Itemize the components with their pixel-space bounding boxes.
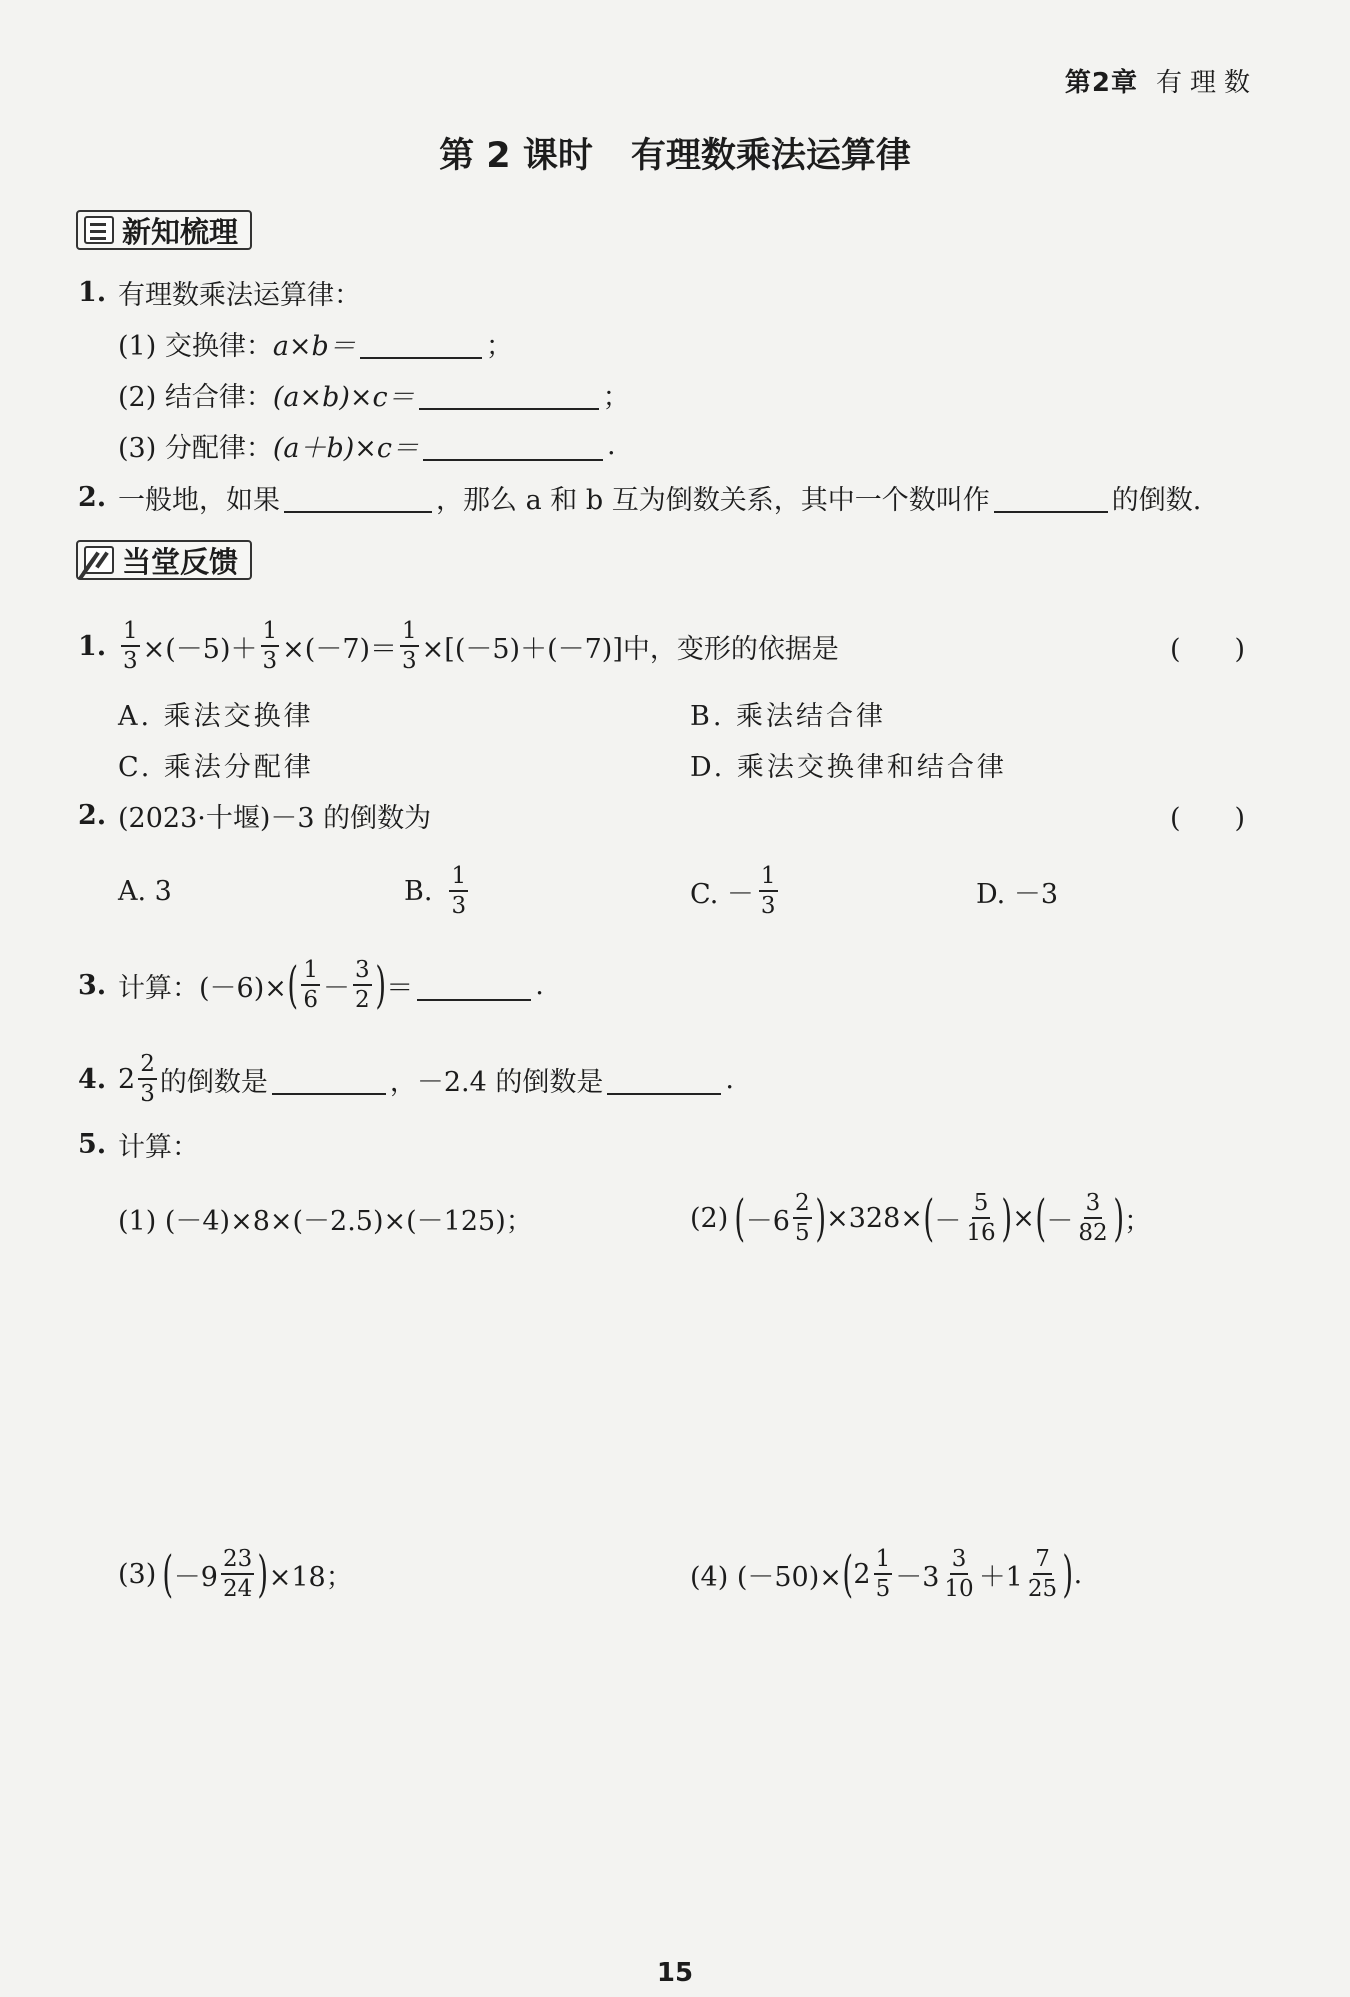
question-text: ，那么 a 和 b 互为倒数关系，其中一个数叫作 [436, 484, 990, 516]
question-row [0, 614, 1350, 678]
sub-item-end: . [607, 429, 616, 461]
section-header-new-knowledge [76, 210, 252, 250]
answer-blank[interactable] [423, 429, 603, 461]
section-header-feedback [76, 540, 252, 580]
sub-item-associative [0, 370, 1350, 418]
fraction: $\frac{1}{6}$ [303, 956, 319, 1013]
fraction: $\frac{1}{3}$ [402, 617, 417, 674]
calc-row [0, 1536, 1350, 1612]
sub-item-expr: a×b＝ [272, 330, 356, 362]
answer-blank[interactable] [994, 481, 1108, 513]
expr-text: . [535, 969, 544, 1001]
question-number: 1. [78, 630, 107, 662]
lesson-topic: 有理数乘法运算律 [630, 136, 911, 176]
sub-item-label: (2) 结合律： [118, 381, 273, 413]
answer-blank[interactable] [607, 1063, 721, 1095]
sub-item-end: ； [602, 381, 630, 413]
answer-bracket[interactable]: ( ) [1170, 802, 1246, 834]
sub-item-label: (1) 交换律： [118, 330, 273, 362]
option-a[interactable]: A. 乘法交换律 [118, 700, 314, 732]
question-number: 2. [78, 799, 107, 831]
answer-blank[interactable] [360, 327, 482, 359]
question-row [0, 1120, 1350, 1168]
section-label: 当堂反馈 [122, 544, 239, 579]
expr-text: ×(－7)＝ [282, 633, 398, 665]
expr-text: ＝ [386, 972, 414, 1004]
question-text: 有理数乘法运算律： [118, 279, 361, 311]
fraction: $\frac{3}{2}$ [355, 956, 370, 1013]
answer-blank[interactable] [284, 481, 432, 513]
option-row [0, 856, 1350, 926]
question-number: 4. [78, 1063, 107, 1095]
question-text: 的倒数. [1111, 484, 1202, 516]
paren-open: ( [287, 956, 298, 1014]
question-number: 1. [78, 276, 107, 308]
question-row [0, 268, 1350, 316]
fraction: $\frac{1}{3}$ [123, 617, 138, 674]
lesson-number: 第 2 课时 [439, 136, 593, 176]
section-label: 新知梳理 [122, 214, 239, 249]
expr-text: . [725, 1063, 734, 1095]
calc-part-3: (3) ( －9 $\frac{23}{24}$ ) ×18； [118, 1545, 353, 1603]
option-b[interactable]: B. 乘法结合律 [690, 700, 887, 732]
question-number: 5. [78, 1128, 107, 1160]
option-row [0, 689, 1350, 737]
sub-item-expr: (a＋b)×c＝ [272, 432, 420, 464]
option-b[interactable]: B. $\frac{1}{3}$ [404, 862, 467, 919]
option-row [0, 740, 1350, 788]
question-number: 3. [78, 969, 107, 1001]
answer-bracket[interactable]: ( ) [1170, 633, 1246, 665]
fraction: $\frac{2}{3}$ [140, 1050, 155, 1107]
calc-part-2: (2) ( －6 $\frac{2}{5}$ ) ×328× ( － $\frac{5}{16}$ ) × ( － $\frac{3}{82}$ ) ； [690, 1189, 1152, 1247]
sub-item-distributive [0, 421, 1350, 469]
answer-blank[interactable] [272, 1063, 386, 1095]
question-text: (2023·十堰)－3 的倒数为 [118, 802, 432, 834]
question-text: 计算： [118, 1131, 199, 1163]
calc-part-4: (4) (－50)× ( 2 $\frac{1}{5}$ －3 $\frac{3}{10}$ ＋1 $\frac{7}{25}$ ) . [690, 1545, 1083, 1603]
question-text: ，－2.4 的倒数是 [389, 1066, 604, 1098]
question-number: 2. [78, 481, 107, 513]
page-number: 15 [656, 1958, 694, 1988]
question-text: 计算：(－6)× [118, 972, 287, 1004]
question-text: ×[(－5)＋(－7)]中，变形的依据是 [421, 633, 839, 665]
option-a[interactable]: A. 3 [118, 875, 172, 907]
option-c[interactable]: C. 乘法分配律 [118, 751, 314, 783]
expr-text: － [323, 972, 351, 1004]
question-row [0, 1044, 1350, 1114]
answer-blank[interactable] [417, 969, 531, 1001]
question-row [0, 950, 1350, 1020]
option-c[interactable]: C. － $\frac{1}{3}$ [690, 862, 776, 919]
answer-blank[interactable] [419, 378, 599, 410]
lesson-title [0, 128, 1350, 178]
sub-item-end: ； [485, 330, 513, 362]
chapter-header [1065, 62, 1258, 99]
question-text: 一般地，如果 [118, 484, 280, 516]
calc-part-1: (1) (－4)×8×(－2.5)×(－125)； [118, 1205, 533, 1237]
sub-item-label: (3) 分配律： [118, 432, 273, 464]
sub-item-expr: (a×b)×c＝ [272, 381, 415, 413]
chapter-number: 第2章 [1064, 68, 1138, 98]
expr-text: ×(－5)＋ [142, 633, 258, 665]
paren-close: ) [375, 956, 386, 1014]
sub-item-commutative [0, 319, 1350, 367]
option-d[interactable]: D. －3 [976, 878, 1059, 910]
question-row [0, 791, 1350, 839]
option-d[interactable]: D. 乘法交换律和结合律 [690, 751, 1007, 783]
question-row [0, 473, 1350, 521]
book-icon [84, 216, 114, 244]
fraction: $\frac{1}{3}$ [262, 617, 278, 674]
pencil-icon [84, 546, 114, 574]
chapter-name: 有理数 [1155, 68, 1258, 98]
question-text: 的倒数是 [159, 1066, 268, 1098]
calc-row [0, 1180, 1350, 1256]
expr-text: 2 [118, 1063, 136, 1095]
